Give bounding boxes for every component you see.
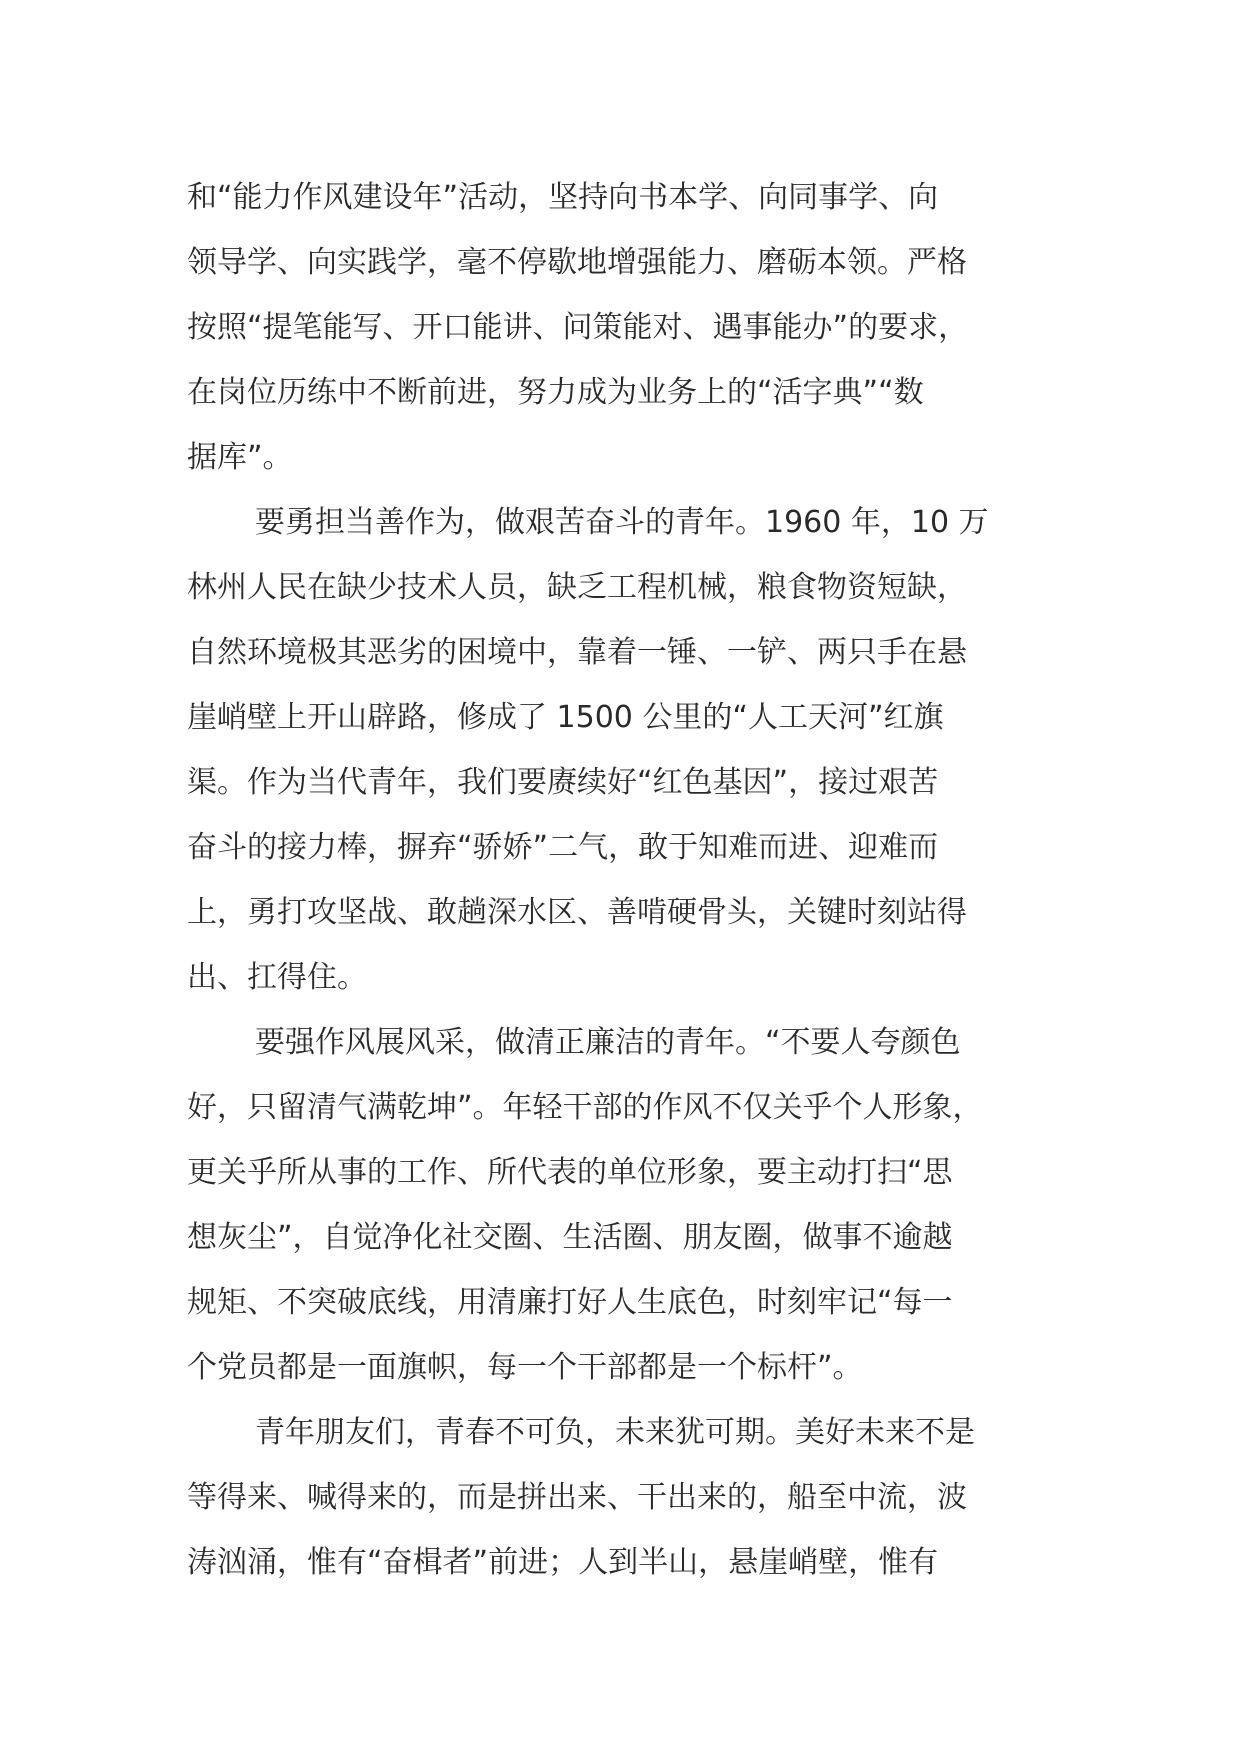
paragraph-line: 崖峭壁上开山辟路，修成了 1500 公里的“人工天河”红旗 <box>187 700 944 735</box>
paragraph-line: 等得来、喊得来的，而是拼出来、干出来的，船至中流，波 <box>187 1480 967 1515</box>
paragraph-line: 想灰尘”，自觉净化社交圈、生活圈、朋友圈，做事不逾越 <box>187 1220 953 1255</box>
paragraph-line: 好，只留清气满乾坤”。年轻干部的作风不仅关乎个人形象， <box>187 1090 983 1125</box>
paragraph-line: 规矩、不突破底线，用清廉打好人生底色，时刻牢记“每一 <box>187 1285 953 1320</box>
paragraph-first-line: 要强作风展风采，做清正廉洁的青年。“不要人夸颜色 <box>255 1025 961 1060</box>
paragraph-line: 领导学、向实践学，毫不停歇地增强能力、磨砺本领。严格 <box>187 245 967 280</box>
paragraph-line: 渠。作为当代青年，我们要赓续好“红色基因”，接过艰苦 <box>187 765 939 800</box>
paragraph-4 <box>187 1400 1057 1595</box>
paragraph-2 <box>187 490 1057 1010</box>
paragraph-line: 出、扛得住。 <box>187 960 367 995</box>
paragraph-line: 按照“提笔能写、开口能讲、问策能对、遇事能办”的要求， <box>187 310 969 345</box>
paragraph-line: 据库”。 <box>187 440 293 475</box>
paragraph-line: 涛汹涌，惟有“奋楫者”前进；人到半山，悬崖峭壁，惟有 <box>187 1545 939 1580</box>
paragraph-1 <box>187 165 1057 490</box>
paragraph-line: 上，勇打攻坚战、敢趟深水区、善啃硬骨头，关键时刻站得 <box>187 895 967 930</box>
paragraph-line: 个党员都是一面旗帜，每一个干部都是一个标杆”。 <box>187 1350 863 1385</box>
paragraph-line: 林州人民在缺少技术人员，缺乏工程机械，粮食物资短缺， <box>187 570 967 605</box>
paragraph-line: 自然环境极其恶劣的困境中，靠着一锤、一铲、两只手在悬 <box>187 635 967 670</box>
paragraph-3 <box>187 1010 1057 1400</box>
paragraph-first-line: 青年朋友们，青春不可负，未来犹可期。美好未来不是 <box>255 1415 975 1450</box>
paragraph-line: 更关乎所从事的工作、所代表的单位形象，要主动打扫“思 <box>187 1155 953 1190</box>
document-body <box>187 165 1057 1595</box>
paragraph-line: 奋斗的接力棒，摒弃“骄娇”二气，敢于知难而进、迎难而 <box>187 830 939 865</box>
paragraph-line: 和“能力作风建设年”活动，坚持向书本学、向同事学、向 <box>187 180 939 215</box>
paragraph-first-line: 要勇担当善作为，做艰苦奋斗的青年。1960 年，10 万 <box>255 505 989 540</box>
paragraph-line: 在岗位历练中不断前进，努力成为业务上的“活字典”“数 <box>187 375 924 410</box>
